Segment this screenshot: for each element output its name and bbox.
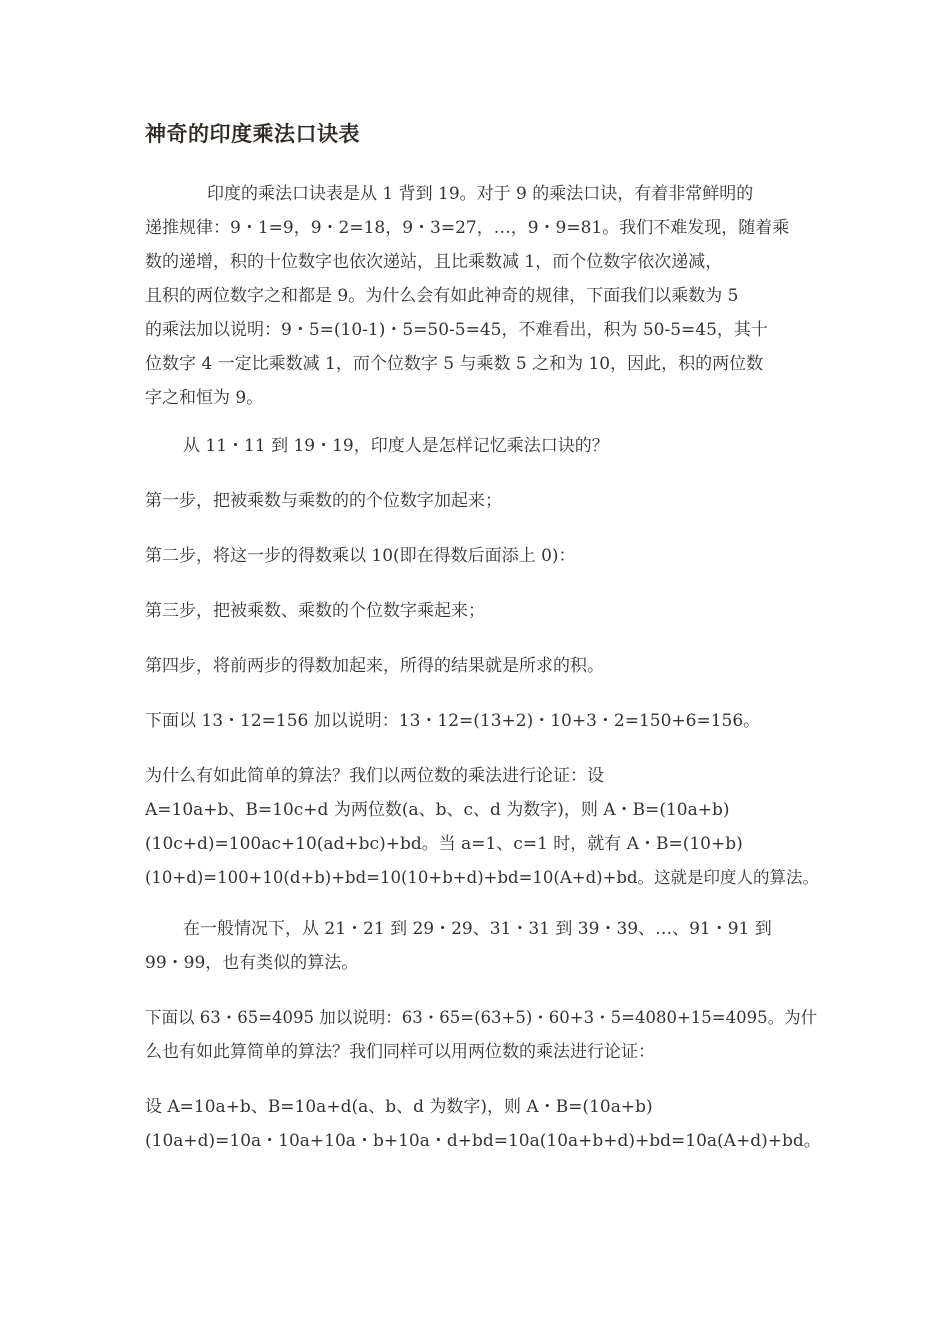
paragraph-line: (10c+d)=100ac+10(ad+bc)+bd。当 a=1、c=1 时，就有 A・B=(10+b)	[145, 834, 743, 854]
step-one	[145, 484, 825, 518]
step-four	[145, 649, 825, 683]
paragraph-intro	[145, 177, 825, 415]
paragraph-line: 设 A=10a+b、B=10a+d(a、b、d 为数字)，则 A・B=(10a+b)	[145, 1097, 653, 1117]
paragraph-line: 么也有如此算简单的算法？我们同样可以用两位数的乘法进行论证：	[145, 1042, 655, 1062]
step-three	[145, 594, 825, 628]
paragraph-line: A=10a+b、B=10c+d 为两位数(a、b、c、d 为数字)，则 A・B=(10a+b)	[145, 800, 730, 820]
paragraph-line: (10a+d)=10a・10a+10a・b+10a・d+bd=10a(10a+b+d)+bd=10a(A+d)+bd。	[145, 1131, 821, 1151]
paragraph-line: (10+d)=100+10(d+b)+bd=10(10+b+d)+bd=10(A+d)+bd。这就是印度人的算法。	[145, 868, 820, 887]
proof-one	[145, 759, 825, 895]
paragraph-question	[145, 429, 825, 463]
step-two	[145, 539, 825, 573]
paragraph-line: 位数字 4 一定比乘数减 1，而个位数字 5 与乘数 5 之和为 10，因此，积的两位数	[145, 354, 764, 374]
paragraph-line: 第一步，把被乘数与乘数的的个位数字加起来；	[145, 491, 502, 511]
paragraph-line: 第二步，将这一步的得数乘以 10(即在得数后面添上 0)：	[145, 546, 576, 566]
proof-two	[145, 1090, 825, 1158]
document-title: 神奇的印度乘法口诀表	[145, 122, 360, 146]
paragraph-line: 递推规律：9・1=9，9・2=18，9・3=27，…，9・9=81。我们不难发现，随着乘	[145, 218, 790, 238]
paragraph-line: 的乘法加以说明：9・5=(10-1)・5=50-5=45，不难看出，积为 50-5=45，其十	[145, 320, 768, 340]
paragraph-line: 为什么有如此简单的算法？我们以两位数的乘法进行论证：设	[145, 766, 604, 786]
example-two	[145, 1001, 825, 1069]
paragraph-line: 第四步，将前两步的得数加起来，所得的结果就是所求的积。	[145, 656, 604, 676]
paragraph-line: 下面以 13・12=156 加以说明：13・12=(13+2)・10+3・2=150+6=156。	[145, 711, 761, 731]
paragraph-line: 下面以 63・65=4095 加以说明：63・65=(63+5)・60+3・5=4080+15=4095。为什	[145, 1008, 818, 1027]
paragraph-line: 字之和恒为 9。	[145, 388, 264, 408]
paragraph-line: 99・99，也有类似的算法。	[145, 953, 359, 973]
paragraph-line: 第三步，把被乘数、乘数的个位数字乘起来；	[145, 601, 485, 621]
paragraph-line: 从 11・11 到 19・19，印度人是怎样记忆乘法口诀的？	[183, 436, 609, 456]
paragraph-line: 数的递增，积的十位数字也依次递站，且比乘数减 1，而个位数字依次递减，	[145, 252, 723, 272]
paragraph-general	[145, 912, 825, 980]
example-one	[145, 704, 825, 738]
paragraph-line: 在一般情况下，从 21・21 到 29・29、31・31 到 39・39、…、91・91 到	[183, 919, 772, 939]
paragraph-line: 印度的乘法口诀表是从 1 背到 19。对于 9 的乘法口诀，有着非常鲜明的	[207, 184, 754, 204]
paragraph-line: 且积的两位数字之和都是 9。为什么会有如此神奇的规律，下面我们以乘数为 5	[145, 286, 739, 306]
